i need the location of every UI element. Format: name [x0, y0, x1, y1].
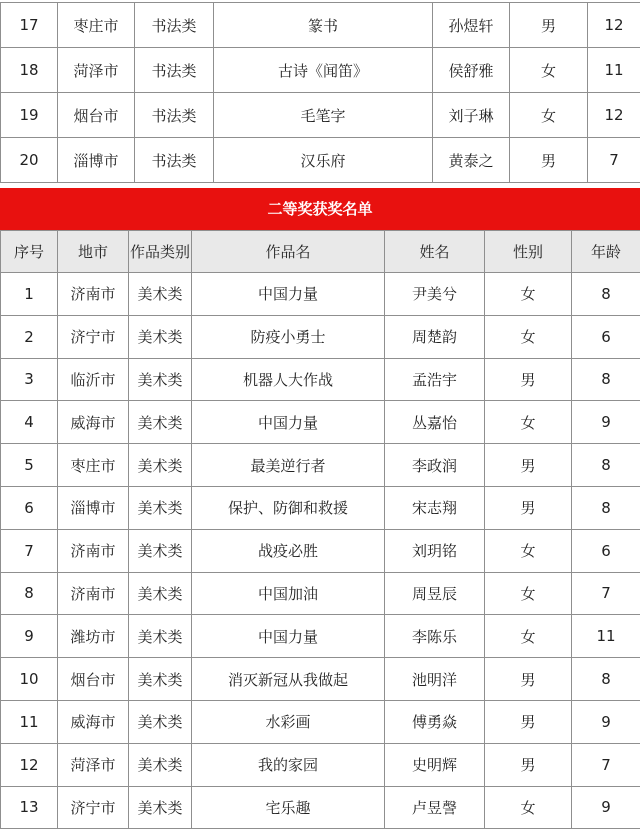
cell-work: 最美逆行者	[192, 444, 385, 487]
cell-work: 机器人大作战	[192, 358, 385, 401]
cell-no: 8	[1, 572, 58, 615]
cell-gender: 女	[510, 48, 588, 93]
cell-category: 美术类	[129, 273, 192, 316]
cell-age: 6	[572, 529, 640, 572]
cell-work: 中国力量	[192, 615, 385, 658]
cell-city: 淄博市	[58, 138, 135, 183]
header-no: 序号	[1, 231, 58, 273]
cell-city: 济南市	[58, 572, 129, 615]
table-row	[1, 658, 640, 701]
cell-gender: 女	[485, 786, 572, 829]
cell-work: 中国力量	[192, 401, 385, 444]
award-table-continued	[0, 2, 640, 183]
cell-work: 防疫小勇士	[192, 315, 385, 358]
header-gender: 性别	[485, 231, 572, 273]
header-category: 作品类别	[129, 231, 192, 273]
table-header-row	[1, 231, 640, 273]
cell-work: 消灭新冠从我做起	[192, 658, 385, 701]
cell-category: 美术类	[129, 658, 192, 701]
cell-name: 周昱辰	[385, 572, 485, 615]
cell-name: 宋志翔	[385, 486, 485, 529]
table-row	[1, 615, 640, 658]
cell-gender: 女	[485, 315, 572, 358]
cell-city: 济宁市	[58, 315, 129, 358]
cell-age: 7	[572, 572, 640, 615]
cell-name: 刘子琳	[433, 93, 510, 138]
cell-category: 书法类	[135, 3, 214, 48]
cell-work: 中国力量	[192, 273, 385, 316]
cell-name: 刘玥铭	[385, 529, 485, 572]
cell-name: 孟浩宇	[385, 358, 485, 401]
cell-gender: 女	[485, 401, 572, 444]
cell-category: 美术类	[129, 529, 192, 572]
cell-city: 烟台市	[58, 658, 129, 701]
cell-age: 8	[572, 358, 640, 401]
cell-age: 6	[572, 315, 640, 358]
cell-category: 美术类	[129, 572, 192, 615]
cell-category: 书法类	[135, 93, 214, 138]
cell-gender: 男	[485, 743, 572, 786]
cell-age: 8	[572, 486, 640, 529]
cell-gender: 女	[510, 93, 588, 138]
cell-gender: 男	[510, 3, 588, 48]
cell-gender: 女	[485, 529, 572, 572]
cell-name: 周楚韵	[385, 315, 485, 358]
cell-no: 18	[1, 48, 58, 93]
table-row	[1, 401, 640, 444]
cell-name: 丛嘉怡	[385, 401, 485, 444]
cell-category: 美术类	[129, 743, 192, 786]
cell-gender: 男	[485, 486, 572, 529]
cell-no: 20	[1, 138, 58, 183]
cell-category: 美术类	[129, 700, 192, 743]
header-name: 姓名	[385, 231, 485, 273]
cell-name: 孙煜轩	[433, 3, 510, 48]
table-row	[1, 786, 640, 829]
cell-category: 美术类	[129, 315, 192, 358]
cell-no: 6	[1, 486, 58, 529]
cell-no: 10	[1, 658, 58, 701]
cell-city: 济宁市	[58, 786, 129, 829]
cell-work: 毛笔字	[214, 93, 433, 138]
cell-age: 8	[572, 273, 640, 316]
table-row	[1, 444, 640, 487]
cell-category: 美术类	[129, 444, 192, 487]
cell-gender: 男	[485, 658, 572, 701]
cell-gender: 女	[485, 273, 572, 316]
cell-work: 中国加油	[192, 572, 385, 615]
section-title-second-prize: 二等奖获奖名单	[0, 188, 640, 230]
cell-age: 9	[572, 786, 640, 829]
cell-no: 2	[1, 315, 58, 358]
cell-city: 枣庄市	[58, 3, 135, 48]
cell-work: 古诗《闻笛》	[214, 48, 433, 93]
cell-no: 19	[1, 93, 58, 138]
cell-age: 7	[588, 138, 640, 183]
table-row	[1, 358, 640, 401]
cell-city: 淄博市	[58, 486, 129, 529]
cell-category: 美术类	[129, 401, 192, 444]
header-work: 作品名	[192, 231, 385, 273]
cell-name: 李陈乐	[385, 615, 485, 658]
cell-gender: 男	[485, 700, 572, 743]
table-row	[1, 743, 640, 786]
cell-no: 4	[1, 401, 58, 444]
cell-city: 威海市	[58, 700, 129, 743]
cell-city: 临沂市	[58, 358, 129, 401]
cell-category: 美术类	[129, 615, 192, 658]
cell-age: 8	[572, 444, 640, 487]
second-prize-table	[0, 230, 640, 829]
cell-age: 12	[588, 93, 640, 138]
cell-city: 枣庄市	[58, 444, 129, 487]
cell-work: 我的家园	[192, 743, 385, 786]
cell-age: 8	[572, 658, 640, 701]
table-row	[1, 572, 640, 615]
cell-name: 黄泰之	[433, 138, 510, 183]
cell-name: 尹美兮	[385, 273, 485, 316]
cell-gender: 男	[510, 138, 588, 183]
cell-no: 1	[1, 273, 58, 316]
table-row	[1, 273, 640, 316]
cell-gender: 女	[485, 572, 572, 615]
cell-name: 卢昱謦	[385, 786, 485, 829]
cell-name: 池明洋	[385, 658, 485, 701]
cell-work: 水彩画	[192, 700, 385, 743]
cell-no: 5	[1, 444, 58, 487]
cell-no: 11	[1, 700, 58, 743]
cell-work: 保护、防御和救援	[192, 486, 385, 529]
cell-age: 9	[572, 401, 640, 444]
cell-work: 篆书	[214, 3, 433, 48]
table-row	[1, 529, 640, 572]
cell-category: 书法类	[135, 138, 214, 183]
cell-work: 汉乐府	[214, 138, 433, 183]
cell-name: 史明辉	[385, 743, 485, 786]
cell-age: 12	[588, 3, 640, 48]
cell-no: 9	[1, 615, 58, 658]
cell-name: 李政润	[385, 444, 485, 487]
cell-no: 3	[1, 358, 58, 401]
header-age: 年龄	[572, 231, 640, 273]
cell-category: 书法类	[135, 48, 214, 93]
cell-gender: 男	[485, 358, 572, 401]
cell-age: 11	[572, 615, 640, 658]
cell-name: 侯舒雅	[433, 48, 510, 93]
cell-work: 战疫必胜	[192, 529, 385, 572]
cell-city: 菏泽市	[58, 743, 129, 786]
cell-category: 美术类	[129, 358, 192, 401]
cell-gender: 女	[485, 615, 572, 658]
table-row	[1, 93, 640, 138]
table-row	[1, 138, 640, 183]
cell-category: 美术类	[129, 486, 192, 529]
cell-age: 9	[572, 700, 640, 743]
table-row	[1, 3, 640, 48]
table-row	[1, 700, 640, 743]
cell-age: 7	[572, 743, 640, 786]
cell-no: 12	[1, 743, 58, 786]
cell-no: 13	[1, 786, 58, 829]
cell-gender: 男	[485, 444, 572, 487]
cell-city: 潍坊市	[58, 615, 129, 658]
table-row	[1, 315, 640, 358]
table-row	[1, 486, 640, 529]
cell-city: 烟台市	[58, 93, 135, 138]
cell-city: 菏泽市	[58, 48, 135, 93]
cell-age: 11	[588, 48, 640, 93]
cell-city: 济南市	[58, 529, 129, 572]
cell-city: 济南市	[58, 273, 129, 316]
cell-name: 傅勇焱	[385, 700, 485, 743]
header-city: 地市	[58, 231, 129, 273]
cell-work: 宅乐趣	[192, 786, 385, 829]
cell-no: 17	[1, 3, 58, 48]
cell-city: 威海市	[58, 401, 129, 444]
table-row	[1, 48, 640, 93]
cell-category: 美术类	[129, 786, 192, 829]
cell-no: 7	[1, 529, 58, 572]
